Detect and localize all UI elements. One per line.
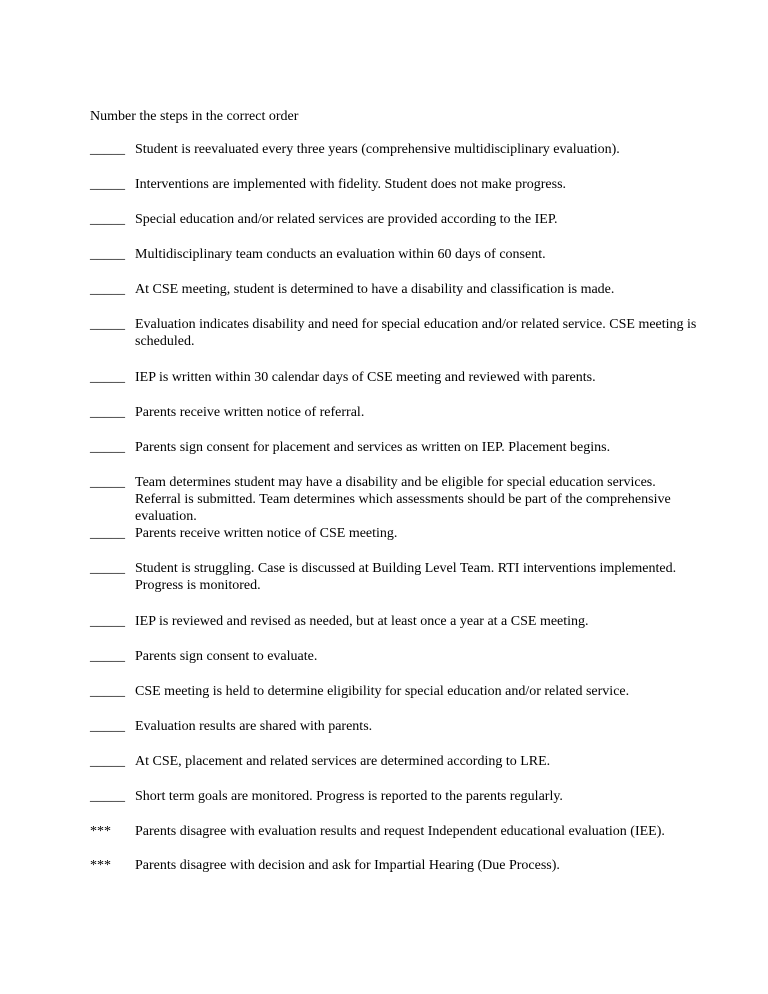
step-text: IEP is reviewed and revised as needed, but at least once a year at a CSE meeting. (135, 614, 589, 629)
step-row (90, 281, 700, 298)
step-text: Team determines student may have a disability and be eligible for special education services. Referral is submitted. Team determines which assessments should be part of the comprehensive evaluation. (135, 475, 671, 524)
step-text: Evaluation indicates disability and need for special education and/or related service. CSE meeting is scheduled. (135, 317, 697, 349)
answer-blank[interactable]: _____ (90, 754, 125, 769)
answer-blank[interactable]: _____ (90, 719, 125, 734)
step-text: Parents sign consent to evaluate. (135, 649, 318, 664)
step-text: Student is reevaluated every three years (comprehensive multidisciplinary evaluation). (135, 142, 620, 157)
step-row (90, 246, 700, 263)
answer-blank[interactable]: _____ (90, 561, 125, 576)
step-text: Student is struggling. Case is discussed at Building Level Team. RTI interventions implemented. Progress is monitored. (135, 561, 677, 593)
note-text: Parents disagree with evaluation results and request Independent educational evaluation (IEE). (135, 824, 665, 839)
answer-blank[interactable]: _____ (90, 405, 125, 420)
answer-blank[interactable]: _____ (90, 282, 125, 297)
note-marker: *** (90, 824, 111, 839)
step-row (90, 176, 700, 193)
step-row (90, 525, 700, 542)
note-marker: *** (90, 858, 111, 873)
step-row (90, 718, 700, 735)
answer-blank[interactable]: _____ (90, 614, 125, 629)
answer-blank[interactable]: _____ (90, 649, 125, 664)
step-text: Interventions are implemented with fidelity. Student does not make progress. (135, 177, 567, 192)
step-row (90, 141, 700, 158)
step-text: Parents receive written notice of CSE meeting. (135, 526, 398, 541)
answer-blank[interactable]: _____ (90, 475, 125, 490)
step-row (90, 683, 700, 700)
answer-blank[interactable]: _____ (90, 789, 125, 804)
step-row (90, 369, 700, 386)
step-text: At CSE meeting, student is determined to have a disability and classification is made. (135, 282, 615, 297)
step-text: Parents receive written notice of referral. (135, 405, 365, 420)
answer-blank[interactable]: _____ (90, 526, 125, 541)
step-row (90, 753, 700, 770)
step-row (90, 474, 700, 525)
step-row (90, 613, 700, 630)
step-row (90, 788, 700, 805)
step-text: Short term goals are monitored. Progress is reported to the parents regularly. (135, 789, 563, 804)
answer-blank[interactable]: _____ (90, 142, 125, 157)
step-row (90, 560, 700, 594)
answer-blank[interactable]: _____ (90, 370, 125, 385)
step-text: CSE meeting is held to determine eligibility for special education and/or related service. (135, 684, 630, 699)
step-text: Special education and/or related services are provided according to the IEP. (135, 212, 558, 227)
step-row (90, 439, 700, 456)
answer-blank[interactable]: _____ (90, 212, 125, 227)
step-text: Evaluation results are shared with parents. (135, 719, 373, 734)
answer-blank[interactable]: _____ (90, 684, 125, 699)
step-text: At CSE, placement and related services are determined according to LRE. (135, 754, 551, 769)
answer-blank[interactable]: _____ (90, 177, 125, 192)
step-text: Multidisciplinary team conducts an evaluation within 60 days of consent. (135, 247, 546, 262)
note-row (90, 823, 700, 840)
step-row (90, 648, 700, 665)
note-row (90, 857, 700, 874)
step-text: IEP is written within 30 calendar days of CSE meeting and reviewed with parents. (135, 370, 596, 385)
step-text: Parents sign consent for placement and services as written on IEP. Placement begins. (135, 440, 611, 455)
note-text: Parents disagree with decision and ask for Impartial Hearing (Due Process). (135, 858, 560, 873)
step-row (90, 211, 700, 228)
step-row (90, 404, 700, 421)
page-title: Number the steps in the correct order (90, 109, 299, 124)
answer-blank[interactable]: _____ (90, 317, 125, 332)
answer-blank[interactable]: _____ (90, 247, 125, 262)
answer-blank[interactable]: _____ (90, 440, 125, 455)
step-row (90, 316, 700, 350)
